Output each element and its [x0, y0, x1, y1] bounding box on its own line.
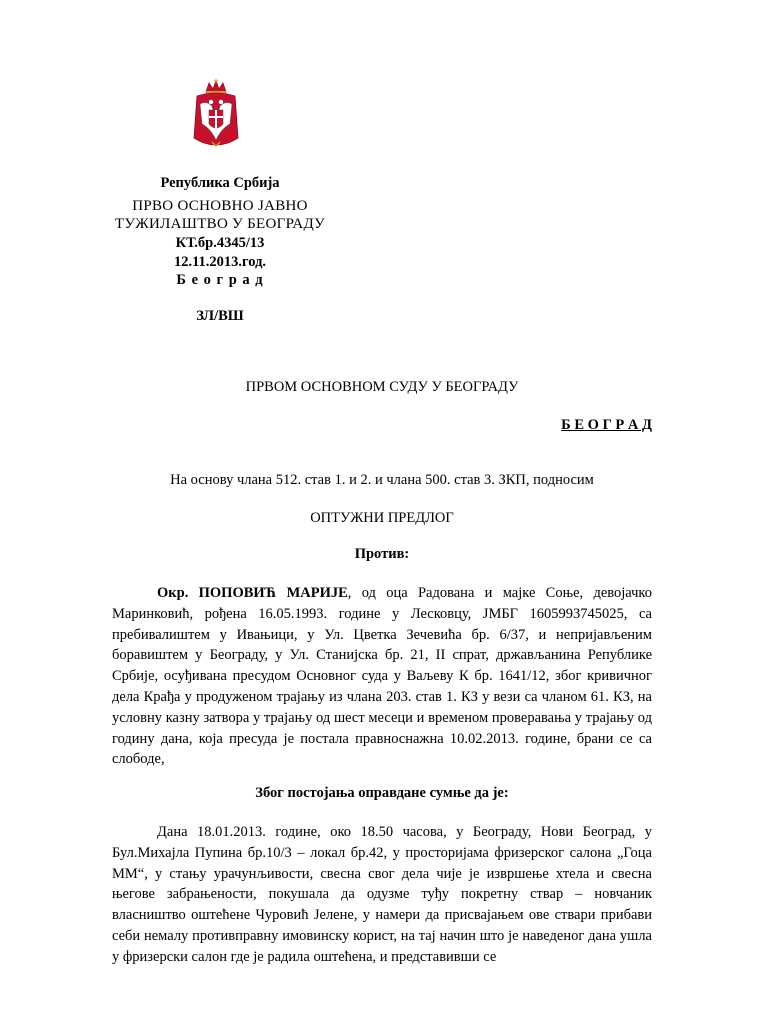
- accused-name: Окр. ПОПОВИЋ МАРИЈЕ: [157, 585, 348, 601]
- header-initials: ЗЛ/ВШ: [196, 308, 244, 324]
- header-office-line1: ПРВО ОСНОВНО ЈАВНО: [132, 198, 308, 214]
- header-date: 12.11.2013.год.: [173, 254, 267, 270]
- header-office-line2: ТУЖИЛАШТВО У БЕОГРАДУ: [114, 216, 326, 232]
- legal-basis-intro: На основу члана 512. став 1. и 2. и члана 500. став 3. ЗКП, подносим: [170, 472, 594, 488]
- suspicion-heading: Због постојања оправдане сумње да је:: [255, 785, 509, 801]
- addressee-city: Б Е О Г Р А Д: [561, 417, 652, 433]
- accused-paragraph: [112, 583, 652, 770]
- accused-details: , од оца Радована и мајке Соње, девојачко Маринковић, рођена 16.05.1993. године у Лесковцу, ЈМБГ 1605993745025, са пребивалиштем у Ивањици, у Ул. Цветка Зечевића бр. 6/37, и непријављеним боравиштем у Београду, у Ул. Станијска бр. 21, II спрат, држављанина Републике Србије, осуђивана пресудом Основног суда у Ваљеву К бр. 1641/12, због кривичног дела Крађа у продуженом трајању из члана 203. став 1. КЗ у вези са чланом 61. КЗ, на условну казну затвора у трајању од шест месеци и временом проверавања у трајању од годину дана, која пресуда је постала правноснажна 10.02.2013. године, брани се са слободе,: [112, 585, 652, 768]
- header-country: Република Србија: [160, 175, 280, 191]
- against-heading: Против:: [354, 546, 410, 562]
- facts-paragraph: Дана 18.01.2013. године, око 18.50 часова, у Београду, Нови Београд, у Бул.Михајла Пупина бр.10/3 – локал бр.42, у просторијама фризерског салона „Гоца ММ“, у стању урачунљивости, свесна свог дела чије је извршење хтела и свесна његове забрањености, покушала да одузме туђу покретну ствар – новчаник власништво оштећене Чуровић Јелене, у намери да присвајањем ове ствари прибави себи немалу противправну имовинску корист, на тај начин што је наведеног дана ушла у фризерски салон где је радила оштећена, и представивши се: [112, 824, 652, 965]
- header-city: Б е о г р а д: [176, 272, 264, 288]
- addressee-court: ПРВОМ ОСНОВНОМ СУДУ У БЕОГРАДУ: [245, 379, 519, 395]
- header-case-number: КТ.бр.4345/13: [175, 235, 265, 251]
- document-title: ОПТУЖНИ ПРЕДЛОГ: [310, 510, 454, 526]
- coat-of-arms-icon: [192, 78, 240, 154]
